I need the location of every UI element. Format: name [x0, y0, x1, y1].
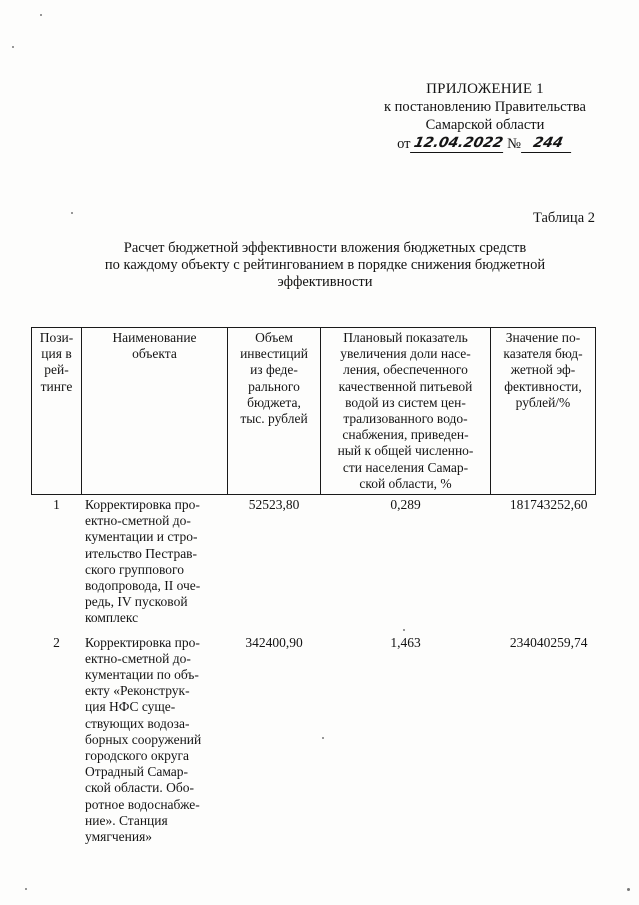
title-line-2: по каждому объекту с рейтингованием в порядке снижения бюджетной — [104, 257, 546, 273]
row-investment: 342400,90 — [245, 634, 303, 650]
row-investment: 52523,80 — [248, 497, 300, 513]
scan-speck — [40, 14, 42, 16]
row-efficiency: 234040259,74 — [509, 634, 588, 650]
efficiency-table — [31, 327, 596, 851]
table-row — [32, 495, 596, 633]
table-label: Таблица 2 — [532, 210, 595, 226]
row-indicator: 1,463 — [390, 634, 421, 650]
document-title — [70, 240, 580, 291]
approval-line-2: Самарской области — [425, 117, 545, 133]
approval-block — [360, 80, 610, 153]
handwritten-date: 12.04.2022 — [410, 134, 507, 153]
title-line-1: Расчет бюджетной эффективности вложения бюджетных средств — [123, 240, 527, 256]
scan-speck — [25, 888, 27, 890]
header-object-name: Наименование объекта — [82, 328, 228, 495]
row-position: 2 — [53, 634, 60, 650]
approval-line-1: к постановлению Правительства — [384, 99, 586, 115]
row-efficiency: 181743252,60 — [509, 497, 588, 513]
scan-speck — [71, 212, 73, 214]
header-position: Пози- ция в рей- тинге — [32, 328, 82, 495]
appendix-title: ПРИЛОЖЕНИЕ 1 — [426, 81, 544, 97]
scan-speck — [12, 46, 14, 48]
approval-date-line — [360, 134, 610, 153]
row-position: 1 — [53, 497, 60, 513]
header-investment: Объем инвестиций из феде- рального бюджета, тыс. рублей — [228, 328, 321, 495]
header-indicator: Плановый показатель увеличения доли насе- ления, обеспеченного качественной питьевой водой из систем цен- трализованного водо- снабжения, приведен- ный к общей численно- сти населения Самар- ской области, % — [321, 328, 491, 495]
row-object-name: Корректировка про- ектно-сметной до- кументации и стро- ительство Пестрав- ского группового водопровода, II оче- редь, IV пусковой комплекс — [85, 497, 201, 626]
title-line-3: эффективности — [277, 274, 373, 290]
row-indicator: 0,289 — [390, 497, 421, 513]
scan-speck — [627, 888, 630, 891]
table-row — [32, 633, 596, 852]
table-header-row — [32, 328, 596, 495]
row-object-name: Корректировка про- ектно-сметной до- кументации по объ- екту «Реконструк- ция НФС суще- ствующих водоза- борных сооружений городского округа Отрадный Самар- ской области. Обо- ротное водоснабже- ние». Станция умягчения» — [85, 634, 202, 845]
number-sign: № — [507, 136, 521, 152]
date-prefix: от — [397, 136, 411, 152]
handwritten-number: 244 — [521, 134, 575, 153]
header-efficiency: Значение по- казателя бюд- жетной эф- фективности, рублей/% — [491, 328, 596, 495]
